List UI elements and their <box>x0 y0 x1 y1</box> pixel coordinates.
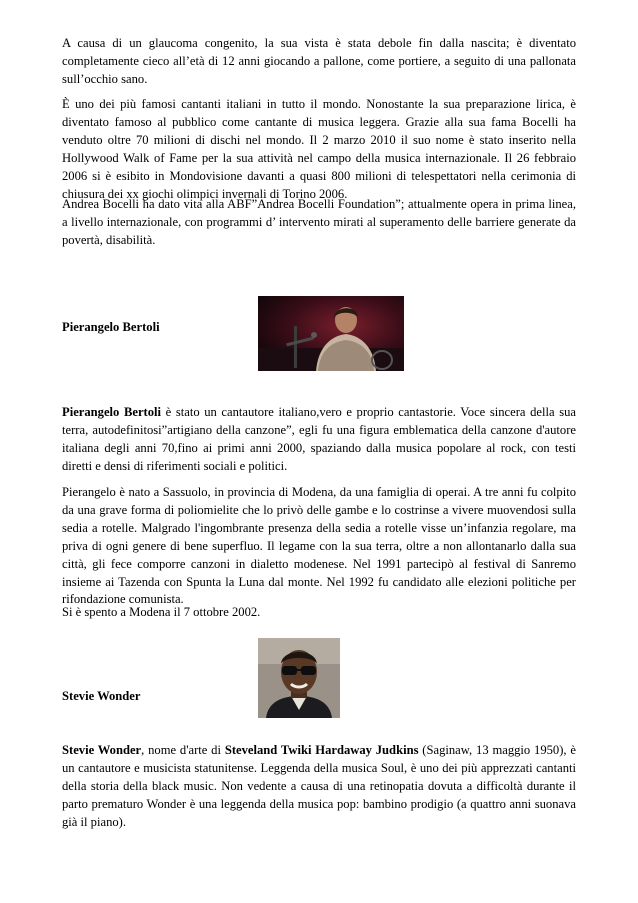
wonder-fullname-bold: Steveland Twiki Hardaway Judkins <box>224 743 419 757</box>
wonder-paragraph-1 <box>62 742 576 832</box>
singer-photo-icon <box>258 296 404 371</box>
bocelli-paragraph-1: A causa di un glaucoma congenito, la sua vista è stata debole fin dalla nascita; è diventato completamente cieco all’età di 12 anni giocando a pallone, come portiere, a seguito di una pallonata sull’occhio sano. <box>62 36 576 86</box>
bertoli-heading: Pierangelo Bertoli <box>62 320 160 334</box>
wonder-photo <box>258 638 340 718</box>
bertoli-paragraph-3: Si è spento a Modena il 7 ottobre 2002. <box>62 605 261 619</box>
bocelli-paragraph-3: Andrea Bocelli ha dato vita alla ABF”Andrea Bocelli Foundation”; attualmente opera in prima linea, a livello internazionale, con programmi d’ intervento mirati al superamento delle barriere generate da povertà, disabilità. <box>62 197 576 247</box>
bertoli-paragraph-1-text: è stato un cantautore italiano,vero e proprio cantastorie. Voce sincera della sua terra, autodefinitosi”artigiano della canzone”, egli fu una figura emblematica della canzone d'autore italiana degli anni 70,fino ai primi anni 2000, spaziando dalla musica popolare al rock, con testi diretti e densi di riferimenti sociali e politici. <box>62 405 576 473</box>
wonder-name-bold: Stevie Wonder <box>62 743 142 757</box>
bertoli-photo <box>258 296 404 371</box>
portrait-photo-icon <box>258 638 340 718</box>
wonder-paragraph-1-text-a: , nome d'arte di <box>141 743 225 757</box>
bertoli-paragraph-2: Pierangelo è nato a Sassuolo, in provincia di Modena, da una famiglia di operai. A tre anni fu colpito da una grave forma di poliomielite che lo privò delle gambe e lo costrinse a vivere muovendosi sulla sedia a rotelle. Malgrado l'ingombrante presenza della sedia a rotelle visse un’infanzia regolare, ma priva di ogni genere di bene superfluo. Il legame con la sua terra, oltre a non allontanarlo dalla sua città, gli fece comporre canzoni in dialetto modenese. Nel 1991 partecipò al festival di Sanremo insieme ai Tazenda con Spunta la Luna dal monte. Nel 1992 fu candidato alle elezioni politiche per rifondazione comunista. <box>62 485 576 607</box>
bertoli-paragraph-1 <box>62 404 576 476</box>
bertoli-name-bold: Pierangelo Bertoli <box>62 405 162 419</box>
wonder-paragraph-1-text-b: (Saginaw, 13 maggio 1950), è un cantautore e musicista statunitense. Leggenda della musica Soul, è uno dei più apprezzati cantanti della storia della black music. Non vedente a causa di una retinopatia dovuta a difficoltà durante il parto prematuro Wonder è una leggenda della musica pop: bambino prodigio (a quattro anni suonava già il piano). <box>62 743 576 829</box>
bocelli-paragraph-2: È uno dei più famosi cantanti italiani in tutto il mondo. Nonostante la sua preparazione lirica, è diventato famoso al pubblico come cantante di musica leggera. Grazie alla sua fama Bocelli ha venduto oltre 70 milioni di dischi nel mondo. Il 2 marzo 2010 il suo nome è stato inserito nella Hollywood Walk of Fame per la sua attività nel campo della musica internazionale. Il 26 febbraio 2006 si è esibito in Mondovisione davanti a quasi 800 milioni di telespettatori nella cerimonia di chiusura dei xx giochi olimpici invernali di Torino 2006. <box>62 97 576 201</box>
wonder-heading: Stevie Wonder <box>62 689 141 703</box>
